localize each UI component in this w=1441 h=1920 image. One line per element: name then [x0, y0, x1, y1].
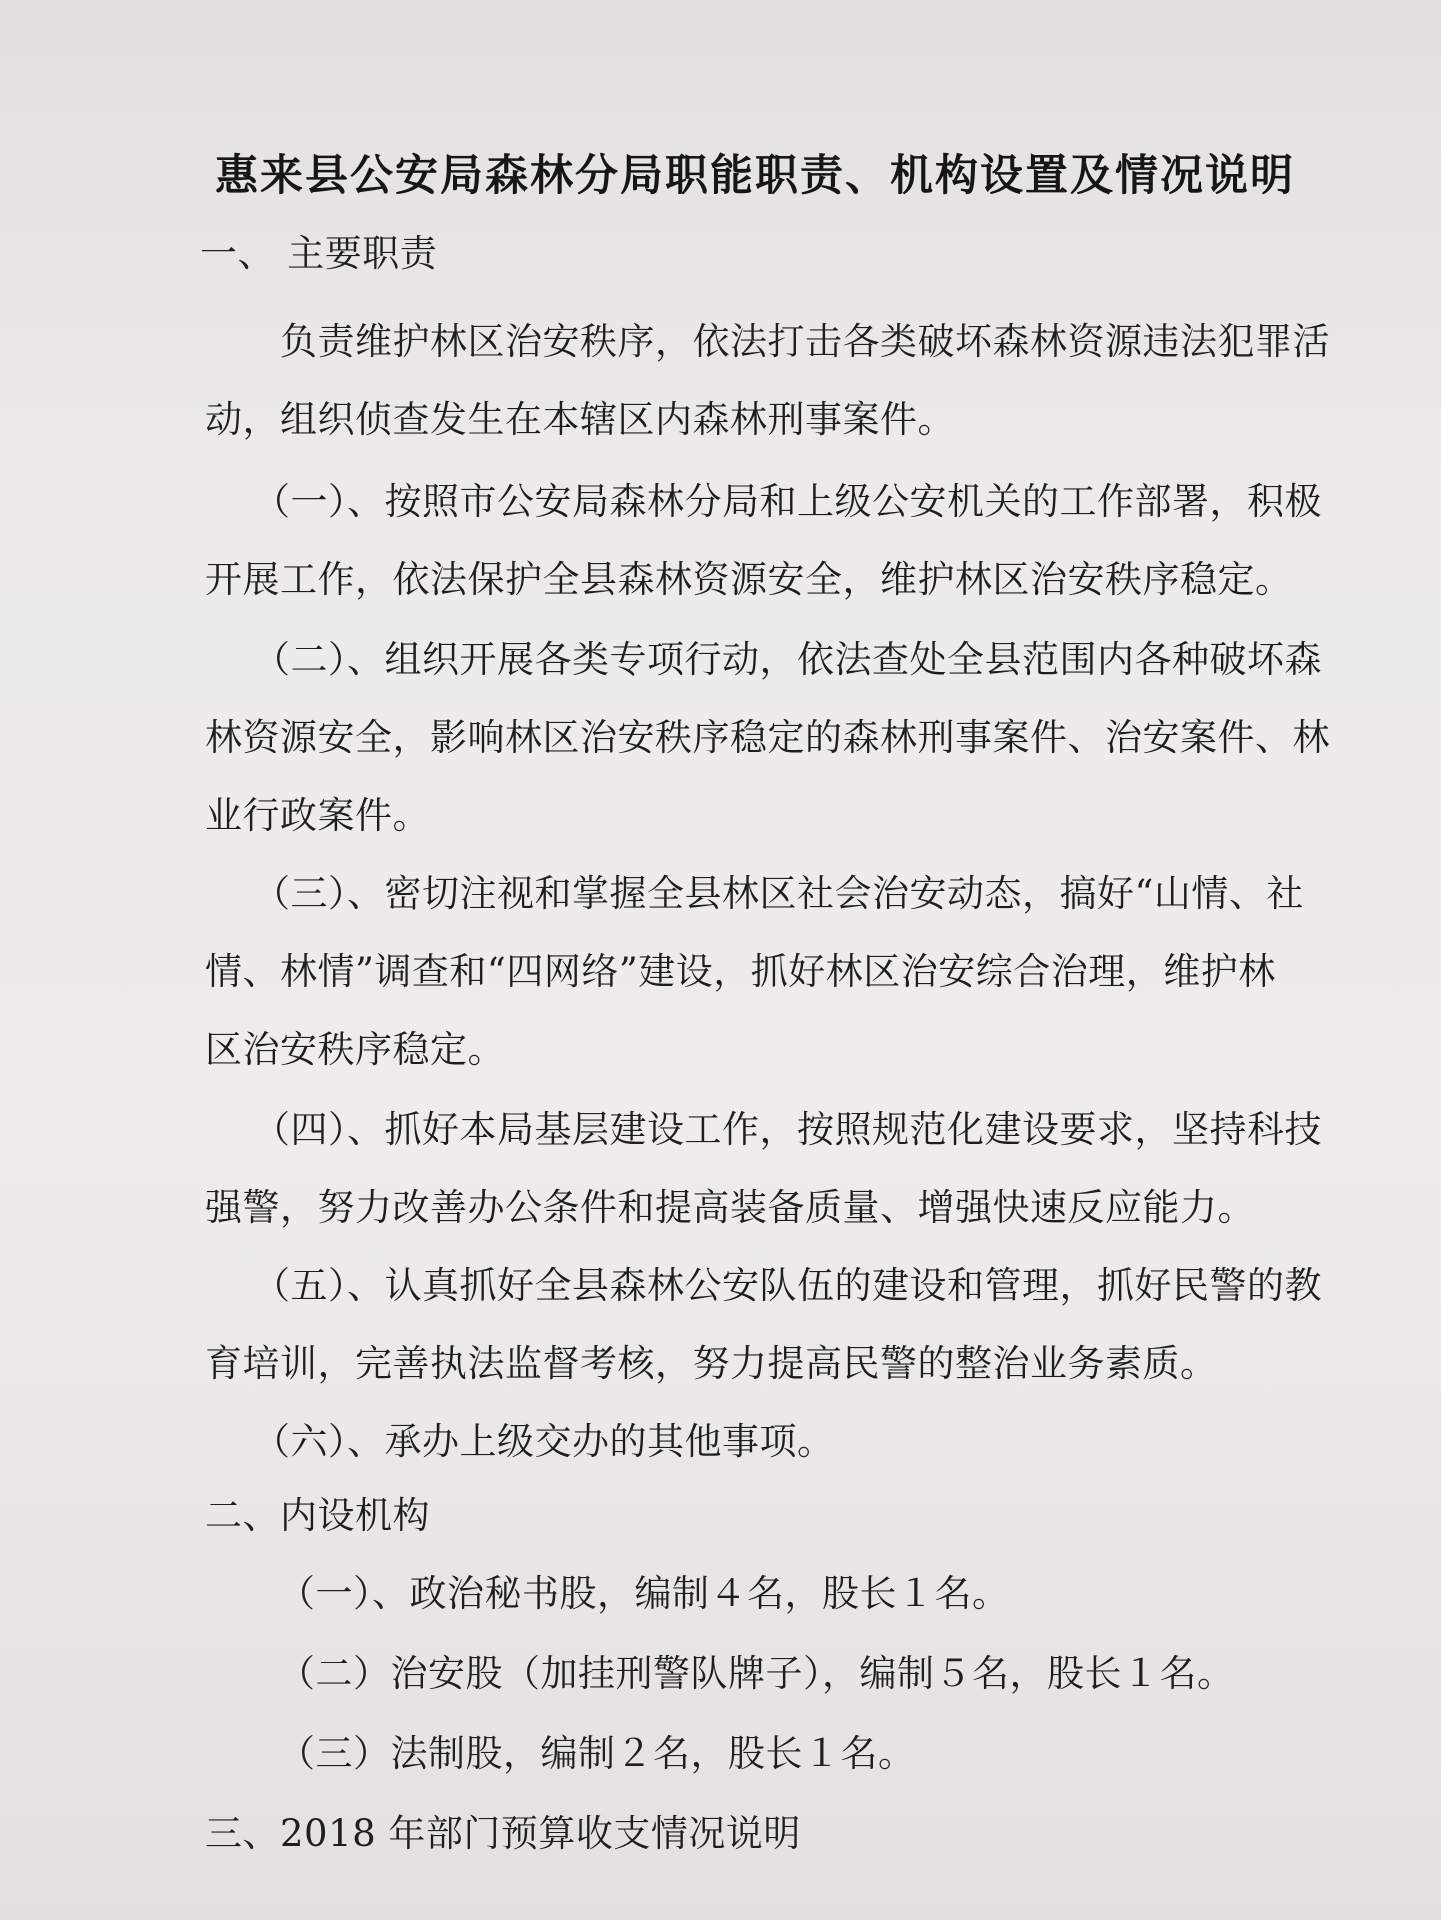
duty-item-1-line-1: （一）、按照市公安局森林分局和上级公安机关的工作部署，积极	[253, 480, 1322, 523]
section-heading-budget: 三、2018 年部门预算收支情况说明	[205, 1812, 801, 1855]
duties-intro-line-1: 负责维护林区治安秩序，依法打击各类破坏森林资源违法犯罪活	[280, 320, 1330, 363]
org-item-1: （一）、政治秘书股，编制４名，股长１名。	[278, 1572, 1010, 1615]
duty-item-2-line-3: 业行政案件。	[205, 794, 430, 837]
duty-item-3-line-2: 情、林情”调查和“四网络”建设，抓好林区治安综合治理，维护林	[205, 950, 1276, 993]
duty-item-4-line-1: （四）、抓好本局基层建设工作，按照规范化建设要求，坚持科技	[253, 1108, 1322, 1151]
duty-item-3-line-1: （三）、密切注视和掌握全县林区社会治安动态，搞好“山情、社	[253, 872, 1304, 915]
duties-intro-line-2: 动，组织侦查发生在本辖区内森林刑事案件。	[205, 398, 955, 441]
duty-item-4-line-2: 强警，努力改善办公条件和提高装备质量、增强快速反应能力。	[205, 1186, 1255, 1229]
duty-item-2-line-2: 林资源安全，影响林区治安秩序稳定的森林刑事案件、治安案件、林	[205, 716, 1330, 759]
duty-item-6-line-1: （六）、承办上级交办的其他事项。	[253, 1420, 835, 1463]
duty-item-2-line-1: （二）、组织开展各类专项行动，依法查处全县范围内各种破坏森	[253, 638, 1322, 681]
section-heading-organization: 二、内设机构	[205, 1494, 430, 1537]
document-title: 惠来县公安局森林分局职能职责、机构设置及情况说明	[215, 151, 1295, 201]
duty-item-1-line-2: 开展工作，依法保护全县森林资源安全，维护林区治安秩序稳定。	[205, 558, 1293, 601]
org-item-3: （三）法制股，编制２名，股长１名。	[278, 1732, 916, 1775]
org-item-2: （二）治安股（加挂刑警队牌子），编制５名，股长１名。	[278, 1652, 1235, 1695]
section-heading-duties: 一、 主要职责	[200, 232, 438, 275]
duty-item-5-line-2: 育培训，完善执法监督考核，努力提高民警的整治业务素质。	[205, 1342, 1218, 1385]
duty-item-3-line-3: 区治安秩序稳定。	[205, 1028, 505, 1071]
duty-item-5-line-1: （五）、认真抓好全县森林公安队伍的建设和管理，抓好民警的教	[253, 1264, 1322, 1307]
